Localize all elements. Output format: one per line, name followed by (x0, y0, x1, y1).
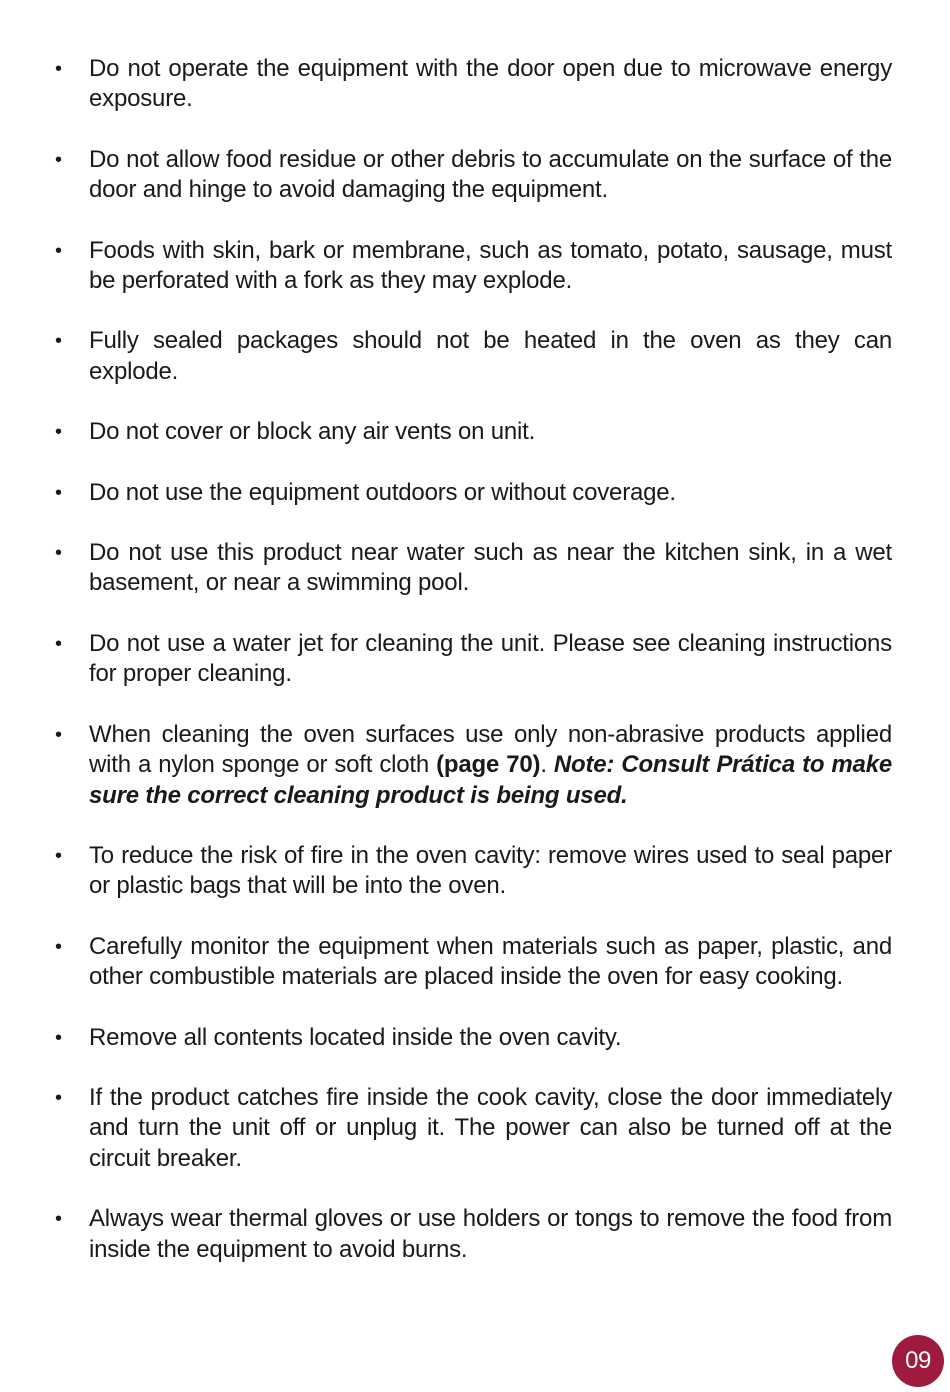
list-item (52, 478, 892, 508)
instruction-text: Always wear thermal gloves or use holders or tongs to remove the food from inside the equipment to avoid burns. (89, 1205, 892, 1263)
list-item (52, 629, 892, 690)
instruction-text: Do not operate the equipment with the door open due to microwave energy exposure. (89, 55, 892, 113)
list-item (52, 932, 892, 993)
instruction-text: Do not cover or block any air vents on unit. (89, 418, 536, 446)
list-item (52, 841, 892, 902)
bullet-icon: • (55, 421, 62, 444)
instruction-text: Do not use this product near water such as near the kitchen sink, in a wet basement, or near a swimming pool. (89, 539, 892, 597)
list-item (52, 1083, 892, 1174)
list-item (52, 54, 892, 115)
instruction-text: If the product catches fire inside the cook cavity, close the door immediately and turn the unit off or unplug it. The power can also be turned off at the circuit breaker. (89, 1083, 892, 1172)
bullet-icon: • (55, 481, 62, 504)
list-item (52, 1204, 892, 1265)
safety-instructions-list (52, 54, 892, 1295)
bullet-icon: • (55, 542, 62, 565)
bullet-icon: • (55, 148, 62, 171)
list-item (52, 1023, 892, 1053)
bullet-icon: • (55, 844, 62, 867)
cleaning-note: Note: Consult Prática to make sure the correct cleaning product is being used. (89, 751, 892, 809)
instruction-text: Do not allow food residue or other debris to accumulate on the surface of the door and hinge to avoid damaging the equipment. (89, 145, 892, 204)
sentence-separator: . (540, 751, 554, 779)
bullet-icon: • (55, 330, 62, 353)
list-item (52, 145, 892, 206)
bullet-icon: • (55, 58, 62, 80)
instruction-text: Remove all contents located inside the oven cavity. (89, 1023, 622, 1051)
list-item (52, 720, 892, 811)
page-reference: (page 70) (436, 751, 541, 779)
list-item (52, 326, 892, 387)
bullet-icon: • (55, 1026, 62, 1049)
list-item (52, 236, 892, 297)
instruction-text: Carefully monitor the equipment when materials such as paper, plastic, and other combustible materials are placed inside the oven for easy cooking. (89, 932, 892, 991)
list-item (52, 417, 892, 447)
bullet-icon: • (55, 1086, 62, 1109)
instruction-text: Foods with skin, bark or membrane, such as tomato, potato, sausage, must be perforated with a fork as they may explode. (89, 236, 892, 295)
instruction-text: When cleaning the oven surfaces use only non-abrasive products applied with a nylon sponge or soft cloth (89, 720, 892, 779)
instruction-text: Do not use the equipment outdoors or without coverage. (89, 478, 676, 506)
bullet-icon: • (55, 935, 62, 958)
instruction-text: To reduce the risk of fire in the oven cavity: remove wires used to seal paper or plastic bags that will be into the oven. (89, 841, 892, 900)
bullet-icon: • (55, 723, 62, 746)
bullet-icon: • (55, 632, 62, 655)
list-item (52, 538, 892, 599)
bullet-icon: • (55, 239, 62, 262)
page-number-badge: 09 (892, 1335, 944, 1387)
instruction-text: Do not use a water jet for cleaning the unit. Please see cleaning instructions for proper cleaning. (89, 629, 892, 688)
instruction-text: Fully sealed packages should not be heated in the oven as they can explode. (89, 327, 892, 385)
bullet-icon: • (55, 1208, 62, 1231)
